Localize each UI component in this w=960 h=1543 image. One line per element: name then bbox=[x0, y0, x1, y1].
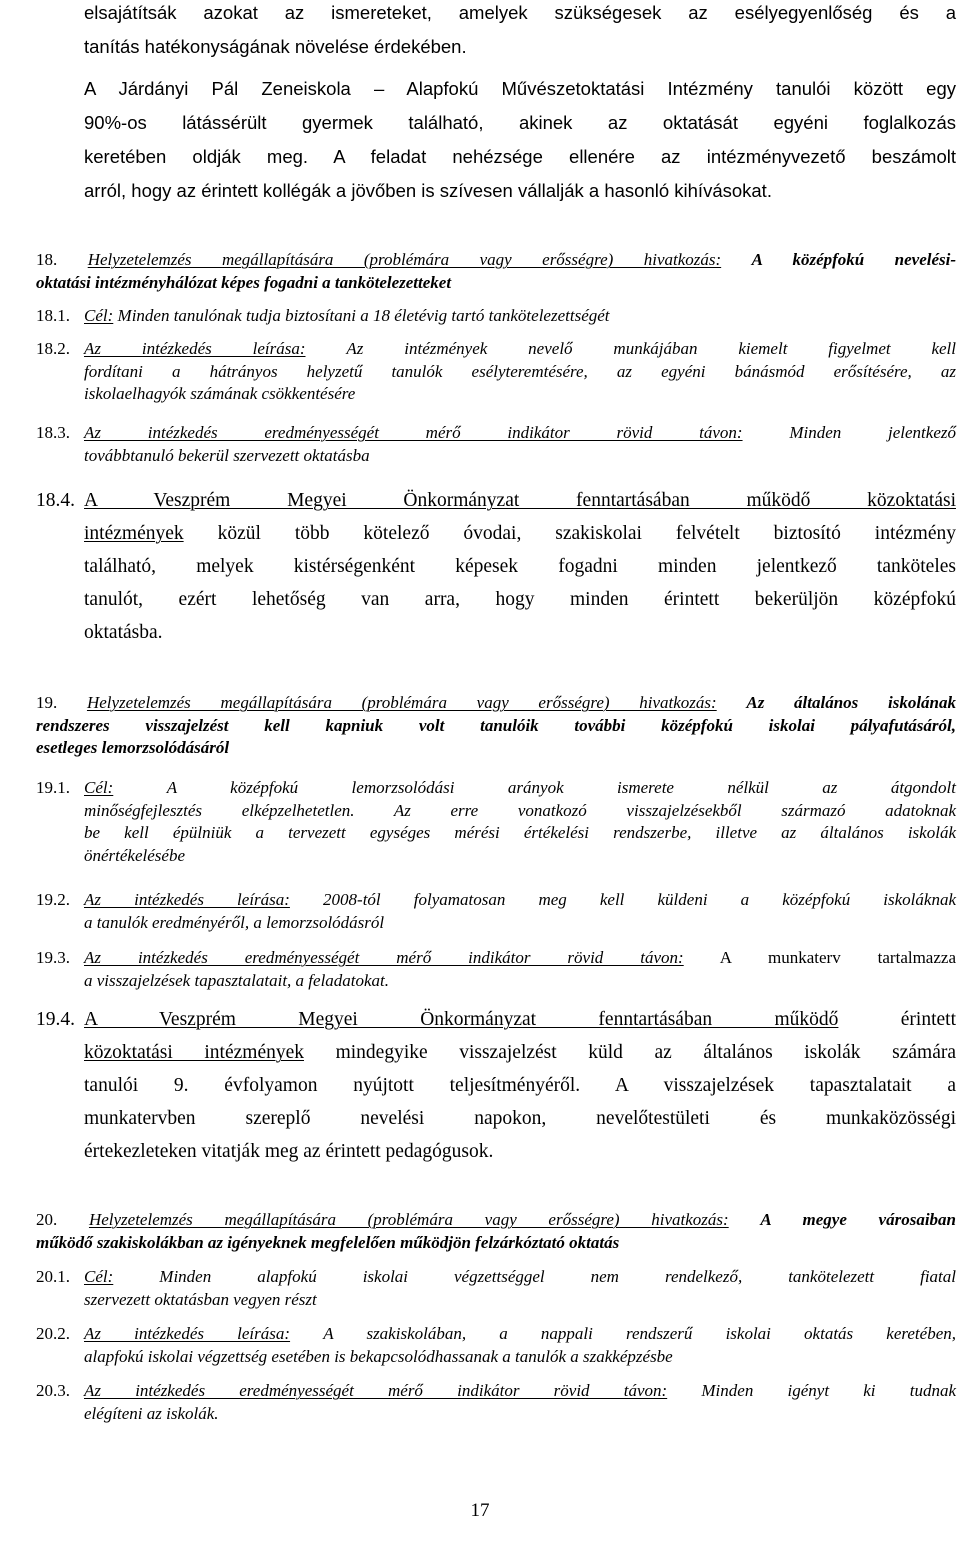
section-20-heading bbox=[36, 1209, 956, 1254]
item-text: fordítani a hátrányos helyzetű tanulók esélyteremtésére, az egyéni bánásmód erősítésére, az bbox=[84, 361, 956, 381]
item-text: tanulót, ezért lehetőség van arra, hogy minden érintett bekerüljön középfokú bbox=[84, 589, 956, 610]
item-label: Az intézkedés eredményességét mérő indikátor rövid távon: bbox=[84, 1381, 668, 1400]
item-underlined-text: intézmények bbox=[84, 523, 184, 544]
item-text: érintett bbox=[900, 1009, 957, 1030]
item-18-1 bbox=[36, 305, 956, 328]
item-20-1 bbox=[36, 1266, 956, 1311]
item-text: Minden igényt ki tudnak bbox=[701, 1381, 956, 1400]
item-text: Minden alapfokú iskolai végzettséggel nem rendelkező, tankötelezett fiatal bbox=[159, 1267, 957, 1286]
item-text: értekezleteken vitatják meg az érintett pedagógusok. bbox=[84, 1141, 494, 1162]
item-text: minőségfejlesztés elképzelhetetlen. Az erre vonatkozó visszajelzésekből származó adatoknak bbox=[84, 800, 956, 820]
reference-label: Helyzetelemzés megállapítására (problémára vagy erősségre) hivatkozás: bbox=[88, 1210, 729, 1229]
item-text: közül több kötelező óvodai, szakiskolai felvételt biztosító intézmény bbox=[217, 523, 956, 544]
item-label: Cél: bbox=[84, 1267, 114, 1286]
intro-paragraph-1 bbox=[84, 0, 956, 64]
item-label: Az intézkedés leírása: bbox=[84, 890, 290, 909]
item-number: 18.1. bbox=[36, 306, 70, 325]
item-number: 20.3. bbox=[36, 1381, 70, 1400]
reference-text: működő szakiskolákban az igényeknek megfelelően működjön felzárkóztató oktatás bbox=[36, 1232, 620, 1252]
reference-text: Az általános iskolának bbox=[746, 693, 957, 712]
reference-text: oktatási intézményhálózat képes fogadni a tankötelezetteket bbox=[36, 272, 452, 292]
item-text: a visszajelzések tapasztalatait, a feladatokat. bbox=[84, 970, 390, 990]
section-18-heading bbox=[36, 249, 956, 294]
item-label: Cél: bbox=[84, 778, 114, 797]
section-19-heading bbox=[36, 692, 956, 760]
item-20-3 bbox=[36, 1380, 956, 1425]
item-label: Az intézkedés eredményességét mérő indikátor rövid távon: bbox=[84, 948, 684, 967]
item-number: 19.1. bbox=[36, 778, 70, 797]
item-number: 18.2. bbox=[36, 339, 70, 358]
item-text: be kell épülniük a tervezett egységes mérési értékelési rendszerbe, illetve az általános iskolák bbox=[84, 823, 956, 842]
section-number: 20. bbox=[36, 1210, 58, 1229]
item-label: Cél: bbox=[84, 306, 114, 325]
item-text: A középfokú lemorzsolódási arányok ismerete nélkül az átgondolt bbox=[166, 778, 956, 797]
item-number: 19.2. bbox=[36, 890, 70, 909]
item-text: iskolaelhagyók számának csökkentésére bbox=[84, 384, 356, 403]
item-text: található, melyek kistérségenként képesek fogadni minden jelentkező tanköteles bbox=[84, 556, 956, 577]
item-text: munkatervben szereplő nevelési napokon, nevelőtestületi és munkaközösségi bbox=[84, 1108, 956, 1129]
item-number: 19.3. bbox=[36, 948, 70, 967]
page-number: 17 bbox=[470, 1500, 490, 1521]
intro-line: tanítás hatékonyságának növelése érdekében. bbox=[84, 36, 467, 57]
item-label: Az intézkedés leírása: bbox=[84, 1324, 291, 1343]
item-text: Minden jelentkező bbox=[789, 423, 956, 442]
intro-line: 90%-os látássérült gyermek található, akinek az oktatását egyéni foglalkozás bbox=[84, 112, 956, 133]
item-text: mindegyike visszajelzést küld az általános iskolák számára bbox=[335, 1042, 956, 1063]
item-text: A munkaterv tartalmazza bbox=[719, 948, 956, 967]
reference-label: Helyzetelemzés megállapítására (problémára vagy erősségre) hivatkozás: bbox=[86, 693, 717, 712]
reference-text: esetleges lemorzsolódásáról bbox=[36, 738, 230, 757]
item-underlined-text: A Veszprém Megyei Önkormányzat fenntartásában működő közoktatási bbox=[84, 490, 956, 511]
item-text: 2008-tól folyamatosan meg kell küldeni a középfokú iskoláknak bbox=[323, 890, 956, 909]
item-number: 20.2. bbox=[36, 1324, 70, 1343]
item-number: 18.4. bbox=[36, 490, 75, 511]
item-text: Minden tanulónak tudja biztosítani a 18 életévig tartó tankötelezettségét bbox=[117, 306, 610, 325]
intro-line: A Járdányi Pál Zeneiskola – Alapfokú Művészetoktatási Intézmény tanulói között egy bbox=[84, 78, 956, 99]
item-18-3 bbox=[36, 422, 956, 467]
item-text: önértékelésébe bbox=[84, 845, 185, 865]
item-text: tanulói 9. évfolyamon nyújtott teljesítményéről. A visszajelzések tapasztalatait a bbox=[84, 1075, 956, 1096]
item-label: Az intézkedés eredményességét mérő indikátor rövid távon: bbox=[84, 423, 743, 442]
item-18-4 bbox=[36, 484, 956, 649]
item-text: szervezett oktatásban vegyen részt bbox=[84, 1289, 317, 1309]
reference-text: A középfokú nevelési- bbox=[751, 250, 957, 269]
reference-label: Helyzetelemzés megállapítására (problémára vagy erősségre) hivatkozás: bbox=[87, 250, 722, 269]
item-text: alapfokú iskolai végzettség esetében is bekapcsolódhassanak a tanulók a szakképzésbe bbox=[84, 1346, 673, 1366]
section-number: 18. bbox=[36, 250, 58, 269]
item-text: a tanulók eredményéről, a lemorzsolódásról bbox=[84, 912, 385, 932]
intro-line: arról, hogy az érintett kollégák a jövőben is szívesen vállalják a hasonló kihívásokat. bbox=[84, 180, 772, 201]
item-19-1 bbox=[36, 777, 956, 867]
intro-line: keretében oldják meg. A feladat nehézsége ellenére az intézményvezető beszámolt bbox=[84, 146, 956, 167]
section-number: 19. bbox=[36, 693, 58, 712]
item-18-2 bbox=[36, 338, 956, 406]
item-number: 18.3. bbox=[36, 423, 70, 442]
intro-paragraph-2 bbox=[84, 72, 956, 208]
item-text: A szakiskolában, a nappali rendszerű iskolai oktatás keretében, bbox=[323, 1324, 956, 1343]
reference-text: A megye városaiban bbox=[760, 1210, 957, 1229]
item-19-3 bbox=[36, 947, 956, 992]
item-underlined-text: A Veszprém Megyei Önkormányzat fenntartásában működő bbox=[84, 1009, 839, 1030]
item-label: Az intézkedés leírása: bbox=[84, 339, 306, 358]
intro-line: elsajátítsák azokat az ismereteket, amelyek szükségesek az esélyegyenlőség és a bbox=[84, 2, 956, 23]
item-text: oktatásba. bbox=[84, 622, 163, 643]
item-20-2 bbox=[36, 1323, 956, 1368]
reference-text: rendszeres visszajelzést kell kapniuk volt tanulóik további középfokú iskolai pályafutásáról, bbox=[36, 715, 956, 735]
item-19-2 bbox=[36, 889, 956, 934]
item-number: 20.1. bbox=[36, 1267, 70, 1286]
item-text: továbbtanuló bekerül szervezett oktatásba bbox=[84, 445, 370, 465]
item-underlined-text: közoktatási intézmények bbox=[84, 1042, 304, 1063]
item-text: Az intézmények nevelő munkájában kiemelt figyelmet kell bbox=[346, 339, 957, 358]
item-19-4 bbox=[36, 1003, 956, 1168]
item-text: elégíteni az iskolák. bbox=[84, 1403, 219, 1423]
item-number: 19.4. bbox=[36, 1009, 75, 1030]
